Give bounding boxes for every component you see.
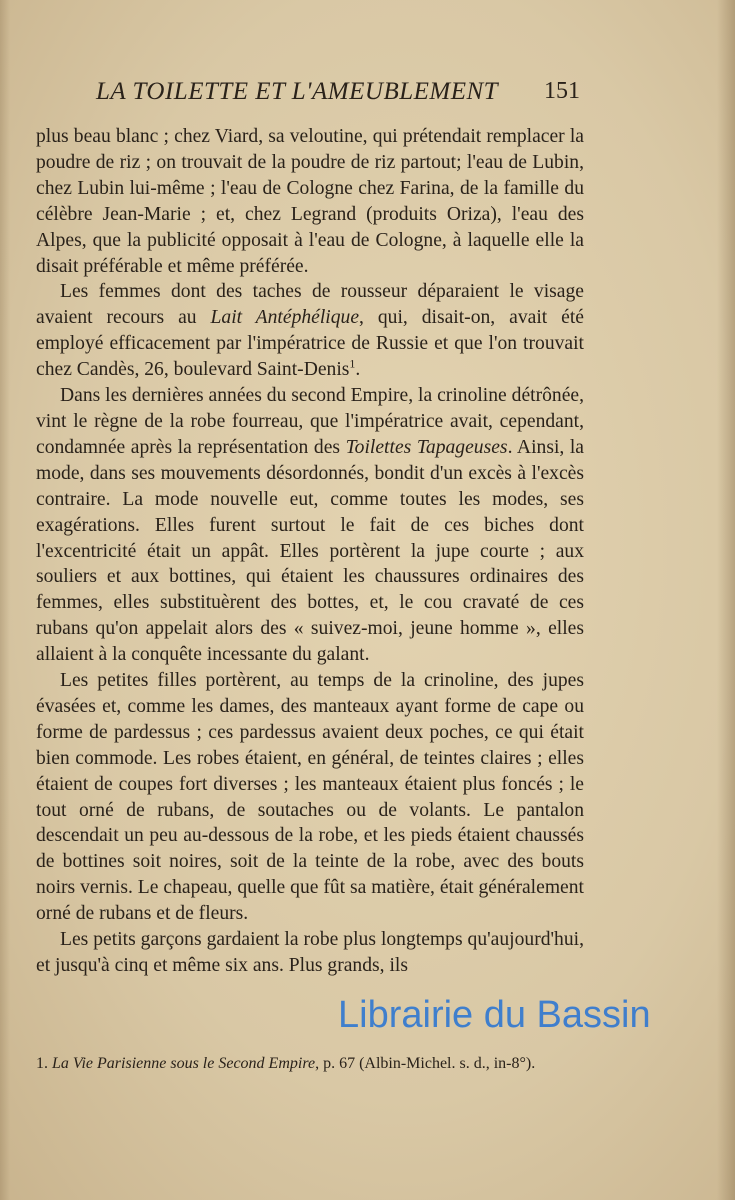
paragraph-2 bbox=[36, 279, 584, 383]
paragraph-2-post: , qui, disait-on, avait été employé efficacement par l'impératrice de Russie et que l'on trouvait chez Candès, 26, boulevard Saint-Denis bbox=[36, 307, 584, 381]
watermark: Librairie du Bassin bbox=[338, 994, 651, 1036]
paragraph-3-pre: Dans les dernières années du second Empire, la crinoline détrônée, vint le règne de la robe fourreau, que l'impératrice avait, cependant, condamnée après la représentation des bbox=[36, 385, 584, 458]
footnote-ref: 1 bbox=[349, 356, 356, 371]
running-title: LA TOILETTE ET L'AMEUBLEMENT bbox=[96, 78, 499, 105]
footnote-title: La Vie Parisienne sous le Second Empire bbox=[52, 1055, 316, 1072]
paragraph-1-text: plus beau blanc ; chez Viard, sa veloutine, qui prétendait remplacer la poudre de riz ; on trouvait de la poudre de riz partout; l'eau de Lubin, chez Lubin lui-même ; l'eau de Cologne chez Farina, de la famille du célèbre Jean-Marie ; et, chez Legrand (produits Oriza), l'eau des Alpes, que la publicité opposait à l'eau de Cologne, à laquelle elle la disait préférable et même préférée. bbox=[36, 126, 584, 277]
footnote bbox=[36, 1054, 596, 1074]
paragraph-5-text: Les petits garçons gardaient la robe plus longtemps qu'aujourd'hui, et jusqu'à cinq et même six ans. Plus grands, ils bbox=[36, 929, 584, 976]
footnote-rest: , p. 67 (Albin-Michel. s. d., in-8°). bbox=[315, 1055, 536, 1072]
page-right-edge-shadow bbox=[717, 0, 735, 1200]
paragraph-4 bbox=[36, 668, 584, 927]
paragraph-3-post: . Ainsi, la mode, dans ses mouvements désordonnés, bondit d'un excès à l'excès contraire. La mode nouvelle eut, comme toutes les modes, ses exagérations. Elles furent surtout le fait de ces biches dont l'excentricité était un appât. Elles portèrent la jupe courte ; aux souliers et aux bottines, qui étaient les chaussures ordinaires des femmes, elles substituèrent des bottes, et, le cou cravaté de ces rubans qu'on appelait alors des « suivez-moi, jeune homme », elles allaient à la conquête incessante du galant. bbox=[36, 436, 584, 666]
paragraph-2-end: . bbox=[355, 359, 361, 381]
body-text bbox=[36, 124, 584, 979]
paragraph-3 bbox=[36, 383, 584, 668]
paragraph-2-pre: Les femmes dont des taches de rousseur déparaient le visage avaient recours au bbox=[36, 281, 584, 329]
page-header bbox=[96, 78, 580, 118]
page-left-edge-shadow bbox=[0, 0, 10, 1200]
paragraph-4-text: Les petites filles portèrent, au temps de la crinoline, des jupes évasées et, comme les dames, des manteaux ayant forme de cape ou forme de pardessus ; ces pardessus avaient deux poches, ce qui était bien commode. Les robes étaient, en général, de teintes claires ; elles étaient de coupes fort diverses ; les manteaux étaient plus foncés ; le tout orné de rubans, de soutaches ou de volants. Le pantalon descendait un peu au-dessous de la robe, et les pieds étaient chaussés de bottines soit noires, soit de la teinte de la robe, avec des bouts noirs vernis. Le chapeau, quelle que fût sa matière, était généralement orné de rubans et de fleurs. bbox=[36, 670, 584, 925]
paragraph-2-italic: Lait Antéphélique bbox=[210, 307, 360, 329]
paragraph-1 bbox=[36, 124, 584, 279]
paragraph-5 bbox=[36, 927, 584, 979]
footnote-number: 1. bbox=[36, 1055, 48, 1072]
paragraph-3-italic: Toilettes Tapageuses bbox=[345, 436, 508, 458]
page-number: 151 bbox=[544, 78, 580, 104]
